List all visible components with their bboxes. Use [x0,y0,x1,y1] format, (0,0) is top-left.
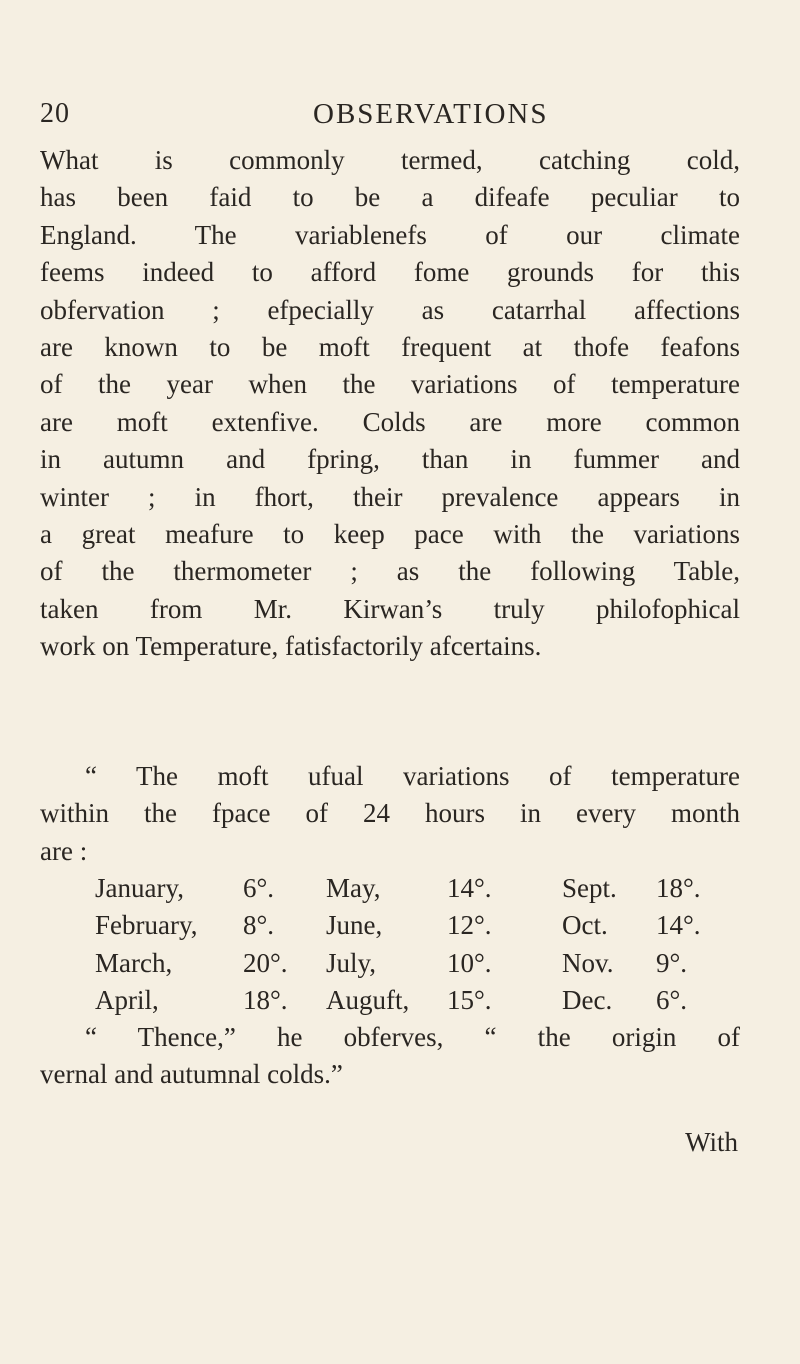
text-line: of the thermometer ; as the following Table, [40,556,740,587]
value-cell: 14°. [656,910,701,941]
value-cell: 20°. [243,947,288,978]
temperature-variation-table [95,870,745,1020]
value-cell: 10°. [447,947,492,978]
table-row [95,982,745,1019]
text-line: of the year when the variations of temperature [40,369,740,400]
paragraph-quotation [40,758,740,870]
month-cell: Auguft, [326,985,410,1016]
table-row [95,870,745,907]
page-number: 20 [40,98,70,129]
text-line: What is commonly termed, catching cold, [40,145,740,175]
text-line: “ Thence,” he obferves, “ the origin of [85,1022,740,1052]
value-cell: 8°. [243,910,275,941]
running-title: OBSERVATIONS [313,98,549,130]
month-cell: February, [95,910,198,941]
month-cell: January, [95,873,184,903]
month-cell: Nov. [562,947,614,978]
month-cell: July, [326,947,377,978]
paragraph-catching-cold [40,142,740,665]
text-line: are moft extenfive. Colds are more common [40,406,740,437]
paragraph-thence [40,1019,740,1094]
value-cell: 12°. [447,910,492,941]
text-line: has been faid to be a difeafe peculiar to [40,182,740,213]
text-line: vernal and autumnal colds.” [40,1059,343,1090]
value-cell: 14°. [447,873,492,903]
text-line: are : [40,835,88,866]
table-row [95,907,745,944]
text-line: a great meafure to keep pace with the variations [40,518,740,549]
text-line: work on Temperature, fatisfactorily afcertains. [40,631,542,662]
month-cell: March, [95,947,173,978]
catchword: With [685,1127,738,1157]
month-cell: Dec. [562,985,613,1016]
month-cell: Sept. [562,873,617,903]
month-cell: May, [326,873,381,903]
value-cell: 6°. [243,873,275,903]
text-line: winter ; in fhort, their prevalence appears in [40,481,740,512]
month-cell: June, [326,910,383,941]
text-line: England. The variablenefs of our climate [40,219,740,250]
running-head [0,98,800,138]
text-line: obfervation ; efpecially as catarrhal affections [40,294,740,325]
month-cell: Oct. [562,910,608,941]
text-line: “ The moft ufual variations of temperature [85,761,740,791]
value-cell: 6°. [656,985,688,1016]
month-cell: April, [95,985,159,1016]
value-cell: 18°. [656,873,701,903]
table-row [95,945,745,982]
value-cell: 15°. [447,985,492,1016]
text-line: in autumn and fpring, than in fummer and [40,444,740,475]
value-cell: 9°. [656,947,688,978]
text-line: are known to be moft frequent at thofe feafons [40,331,740,362]
value-cell: 18°. [243,985,288,1016]
text-line: taken from Mr. Kirwan’s truly philofophical [40,593,740,624]
text-line: within the fpace of 24 hours in every month [40,798,740,829]
text-line: feems indeed to afford fome grounds for this [40,257,740,288]
